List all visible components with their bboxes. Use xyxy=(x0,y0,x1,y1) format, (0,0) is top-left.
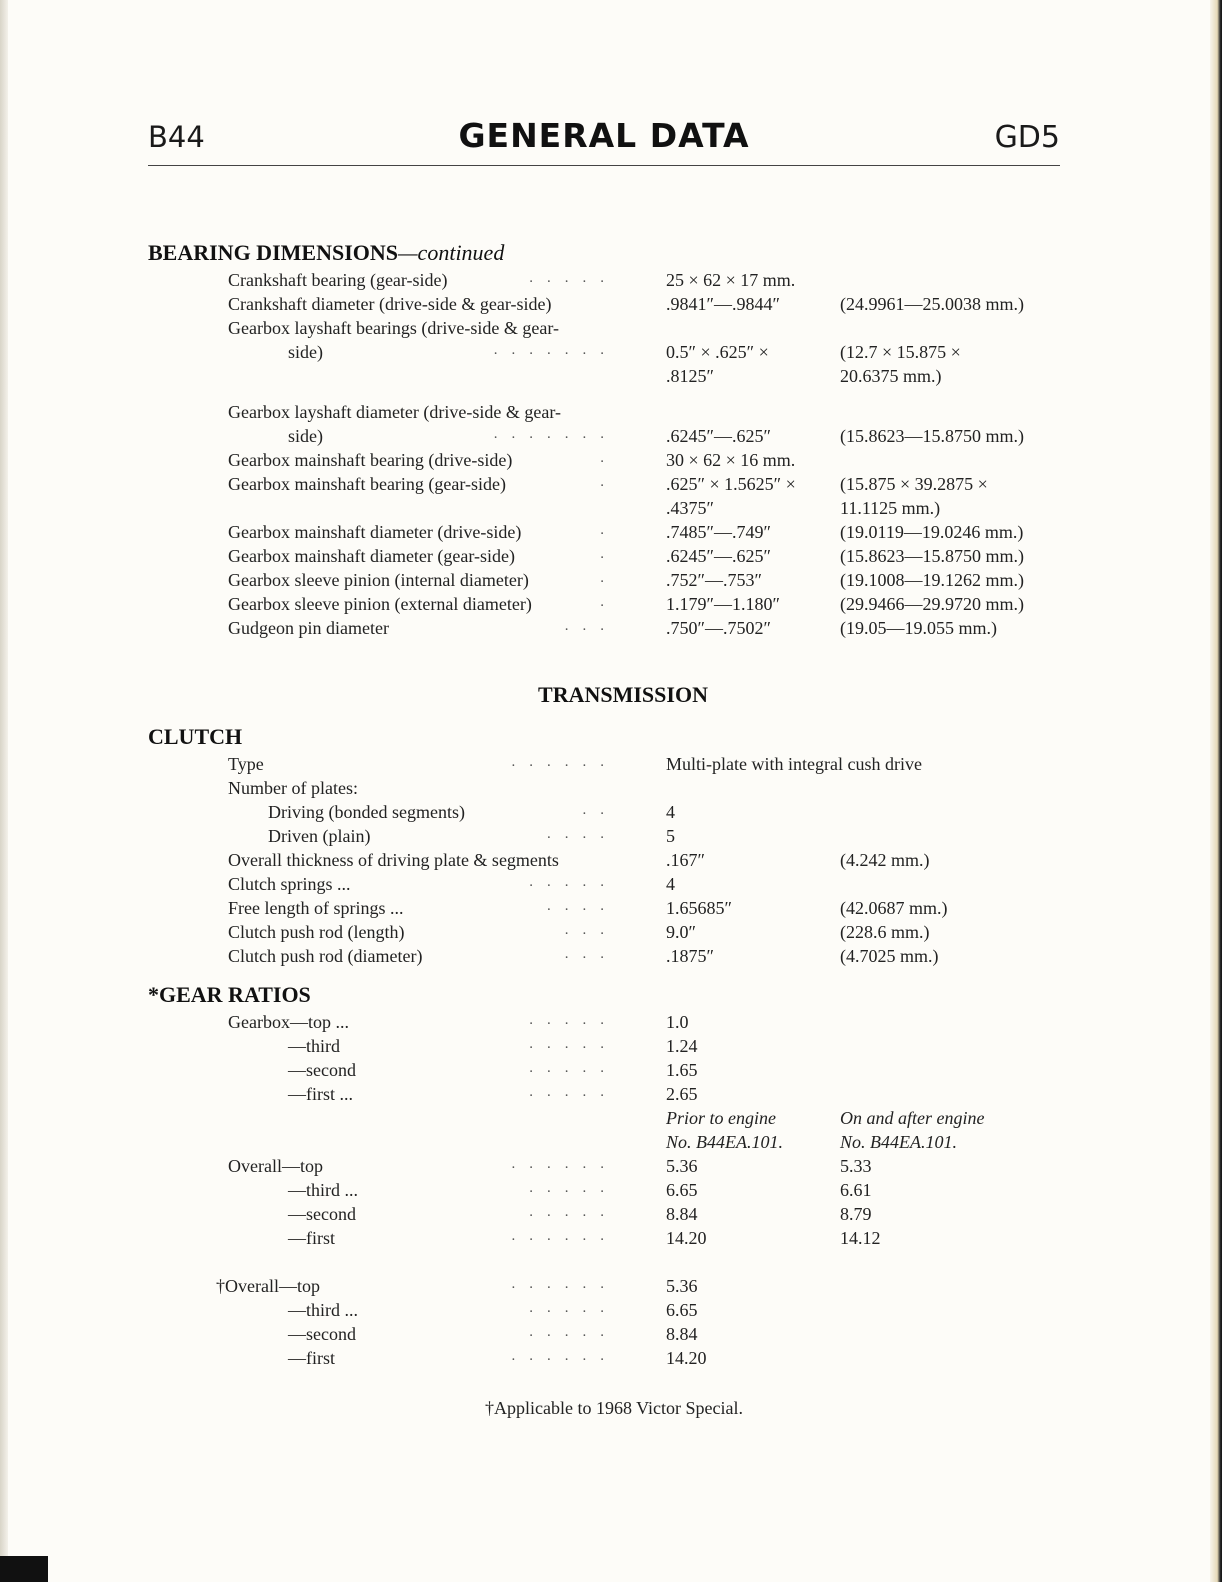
page-header xyxy=(148,114,1060,160)
spec-value-imperial: 0.5″ × .625″ × xyxy=(666,342,769,362)
ratio-value-prior: 8.84 xyxy=(666,1204,698,1224)
ratio-label: —first xyxy=(288,1228,335,1248)
ratio-row: ...... —first 14.20 xyxy=(148,1346,1060,1370)
spec-value-imperial: 1.179″—1.180″ xyxy=(666,594,780,614)
spec-row xyxy=(148,292,1060,316)
ratio-label: †Overall—top xyxy=(216,1276,320,1296)
spec-label: Clutch push rod (diameter) xyxy=(228,946,423,966)
spec-row: ....... side) 0.5″ × .625″ × (12.7 × 15.875 × xyxy=(148,340,1060,364)
ratio-label: —third ... xyxy=(288,1180,358,1200)
spec-row xyxy=(148,364,1060,388)
ratio-value: 6.65 xyxy=(666,1300,698,1320)
spec-label: Number of plates: xyxy=(228,778,358,798)
ratio-row: ..... —second 1.65 xyxy=(148,1058,1060,1082)
spec-row: .. Driving (bonded segments) 4 xyxy=(268,802,675,822)
ratio-row: ..... Gearbox—top ... 1.0 xyxy=(228,1012,689,1032)
spec-row: . Gearbox mainshaft bearing (drive-side) 30 × 62 × 16 mm. xyxy=(228,450,796,470)
ratio-label: —third ... xyxy=(288,1300,358,1320)
spec-value-metric: (12.7 × 15.875 × xyxy=(840,342,961,362)
spec-value-imperial: Multi-plate with integral cush drive xyxy=(666,754,922,774)
ratio-value-after: 14.12 xyxy=(840,1228,881,1248)
spec-label: Clutch springs ... xyxy=(228,874,351,894)
scan-corner-mark xyxy=(0,1556,48,1582)
footnote: †Applicable to 1968 Victor Special. xyxy=(484,1398,744,1418)
spec-row xyxy=(148,316,1060,340)
ratio-label: Overall—top xyxy=(228,1156,323,1176)
spec-value-imperial: .6245″—.625″ xyxy=(666,426,771,446)
clutch-heading: CLUTCH xyxy=(148,724,243,749)
model-code: B44 xyxy=(148,120,205,154)
spec-value-imperial: .752″—.753″ xyxy=(666,570,762,590)
ratio-row: ..... —second 8.84 8.79 xyxy=(148,1202,1060,1226)
spec-label: Crankshaft diameter (drive-side & gear-side) xyxy=(228,294,552,314)
spec-label: Crankshaft bearing (gear-side) xyxy=(228,270,448,290)
bearing-dimensions-heading xyxy=(148,238,1060,268)
spec-label: Clutch push rod (length) xyxy=(228,922,405,942)
spec-value-imperial: 4 xyxy=(666,802,675,822)
column-head-prior-engine-no: No. B44EA.101. xyxy=(666,1132,783,1152)
spec-label: Gearbox mainshaft diameter (gear-side) xyxy=(228,546,516,566)
spec-label: Driven (plain) xyxy=(268,826,371,846)
spec-label: Overall thickness of driving plate & segments xyxy=(228,850,559,870)
page-edge-right xyxy=(1210,0,1222,1582)
ratio-label: —third xyxy=(288,1036,340,1056)
ratio-value: 8.84 xyxy=(666,1324,698,1344)
ratio-label: —second xyxy=(288,1060,356,1080)
ratio-row: ..... —first ... 2.65 xyxy=(148,1082,1060,1106)
spec-row: . Gearbox sleeve pinion (external diameter) 1.179″—1.180″ (29.9466—29.9720 mm.) xyxy=(228,594,1024,614)
spec-value-metric: (15.8623—15.8750 mm.) xyxy=(840,546,1024,566)
spec-row xyxy=(148,848,1060,872)
ratio-value: 5.36 xyxy=(666,1276,698,1296)
spec-value-imperial: .4375″ xyxy=(666,498,714,518)
spec-value-imperial: .6245″—.625″ xyxy=(666,546,771,566)
spec-value-imperial: .7485″—.749″ xyxy=(666,522,771,542)
ratio-label: —first xyxy=(288,1348,335,1368)
spec-row: . Gearbox mainshaft diameter (drive-side) .7485″—.749″ (19.0119—19.0246 mm.) xyxy=(228,522,1024,542)
ratio-label: —second xyxy=(288,1324,356,1344)
ratio-value-after: 6.61 xyxy=(840,1180,872,1200)
gear-ratios-heading: *GEAR RATIOS xyxy=(148,982,311,1007)
spec-row: ..... Clutch springs ... 4 xyxy=(228,874,675,894)
spec-row: ... Clutch push rod (length) 9.0″ (228.6 mm.) xyxy=(228,922,930,942)
spec-value-imperial: .625″ × 1.5625″ × xyxy=(666,474,796,494)
ratio-row: ...... †Overall—top 5.36 xyxy=(216,1276,698,1296)
column-head-prior: Prior to engine xyxy=(666,1108,776,1128)
section-code: GD5 xyxy=(994,120,1060,155)
spec-row: .... Driven (plain) 5 xyxy=(268,826,675,846)
column-head-row xyxy=(148,1106,1060,1130)
spec-label: Gearbox sleeve pinion (internal diameter) xyxy=(228,570,529,590)
ratio-row: ..... —third ... 6.65 6.61 xyxy=(148,1178,1060,1202)
spec-row: . Gearbox mainshaft bearing (gear-side) .625″ × 1.5625″ × (15.875 × 39.2875 × xyxy=(228,474,988,494)
spec-label: Gearbox layshaft bearings (drive-side & gear- xyxy=(228,318,560,338)
transmission-heading: TRANSMISSION xyxy=(538,682,708,707)
spec-value-imperial: .8125″ xyxy=(666,366,714,386)
spec-value-metric: (19.1008—19.1262 mm.) xyxy=(840,570,1024,590)
column-head-row xyxy=(148,1130,1060,1154)
ratio-row: ...... Overall—top 5.36 5.33 xyxy=(228,1156,872,1176)
ratio-value-after: 5.33 xyxy=(840,1156,872,1176)
spec-row: .... Free length of springs ... 1.65685″ (42.0687 mm.) xyxy=(228,898,948,918)
ratio-value-prior: 14.20 xyxy=(666,1228,707,1248)
header-rule xyxy=(148,165,1060,166)
spec-row: ... Gudgeon pin diameter .750″—.7502″ (19.05—19.055 mm.) xyxy=(228,618,997,638)
spec-label: Driving (bonded segments) xyxy=(268,802,465,822)
spec-value-imperial: 30 × 62 × 16 mm. xyxy=(666,450,796,470)
spec-row: . Gearbox mainshaft diameter (gear-side) .6245″—.625″ (15.8623—15.8750 mm.) xyxy=(228,546,1024,566)
spec-row: ....... side) .6245″—.625″ (15.8623—15.8750 mm.) xyxy=(148,424,1060,448)
spec-label: Gearbox mainshaft bearing (gear-side) xyxy=(228,474,507,494)
spec-value-imperial: .167″ xyxy=(666,850,705,870)
ratio-row: ..... —second 8.84 xyxy=(148,1322,1060,1346)
spec-row xyxy=(148,776,1060,800)
ratio-value: 1.24 xyxy=(666,1036,698,1056)
spec-label: Gudgeon pin diameter xyxy=(228,618,389,638)
spec-label: Free length of springs ... xyxy=(228,898,404,918)
ratio-value-after: 8.79 xyxy=(840,1204,872,1224)
spec-value-imperial: 5 xyxy=(666,826,675,846)
spec-value-metric: (4.242 mm.) xyxy=(840,850,930,870)
page-edge-left xyxy=(0,0,8,1582)
spec-value-metric: 20.6375 mm.) xyxy=(840,366,942,386)
spec-value-metric: (29.9466—29.9720 mm.) xyxy=(840,594,1024,614)
spec-row xyxy=(148,400,1060,424)
spec-value-imperial: 1.65685″ xyxy=(666,898,732,918)
spec-value-imperial: .1875″ xyxy=(666,946,714,966)
ratio-value: 1.0 xyxy=(666,1012,689,1032)
ratio-value: 1.65 xyxy=(666,1060,698,1080)
spec-label: Gearbox mainshaft diameter (drive-side) xyxy=(228,522,522,542)
spec-value-imperial: 25 × 62 × 17 mm. xyxy=(666,270,796,290)
spec-value-metric: (4.7025 mm.) xyxy=(840,946,939,966)
spec-value-metric: (15.8623—15.8750 mm.) xyxy=(840,426,1024,446)
ratio-row: ..... —third 1.24 xyxy=(148,1034,1060,1058)
ratio-label: —second xyxy=(288,1204,356,1224)
spec-label: side) xyxy=(288,426,323,446)
spec-label: Gearbox sleeve pinion (external diameter) xyxy=(228,594,532,614)
spec-value-metric: (42.0687 mm.) xyxy=(840,898,948,918)
spec-value-metric: (228.6 mm.) xyxy=(840,922,930,942)
spec-value-metric: (19.05—19.055 mm.) xyxy=(840,618,997,638)
spec-row: ..... Crankshaft bearing (gear-side) 25 × 62 × 17 mm. xyxy=(228,270,796,290)
spec-value-metric: (24.9961—25.0038 mm.) xyxy=(840,294,1024,314)
spec-label: Gearbox layshaft diameter (drive-side & gear- xyxy=(228,402,561,422)
ratio-value: 2.65 xyxy=(666,1084,698,1104)
ratio-row: ...... —first 14.20 14.12 xyxy=(148,1226,1060,1250)
spec-row xyxy=(148,496,1060,520)
spec-label: Gearbox mainshaft bearing (drive-side) xyxy=(228,450,513,470)
spec-value-imperial: 9.0″ xyxy=(666,922,696,942)
spec-row: . Gearbox sleeve pinion (internal diameter) .752″—.753″ (19.1008—19.1262 mm.) xyxy=(228,570,1024,590)
spec-value-imperial: .750″—.7502″ xyxy=(666,618,771,638)
ratio-value: 14.20 xyxy=(666,1348,707,1368)
spec-label: side) xyxy=(288,342,323,362)
spec-row: ...... Type Multi-plate with integral cush drive xyxy=(228,754,922,774)
column-head-after-engine-no: No. B44EA.101. xyxy=(840,1132,957,1152)
spec-value-imperial: .9841″—.9844″ xyxy=(666,294,780,314)
spec-label: Type xyxy=(228,754,264,774)
continued-text: —continued xyxy=(398,240,505,265)
page-content xyxy=(148,238,1060,1422)
spec-value-metric: 11.1125 mm.) xyxy=(840,498,941,518)
ratio-row: ..... —third ... 6.65 xyxy=(148,1298,1060,1322)
column-head-after: On and after engine xyxy=(840,1108,985,1128)
heading-text: BEARING DIMENSIONS xyxy=(148,240,398,265)
spec-value-metric: (15.875 × 39.2875 × xyxy=(840,474,988,494)
page-title: GENERAL DATA xyxy=(458,116,750,155)
spec-row: ... Clutch push rod (diameter) .1875″ (4.7025 mm.) xyxy=(228,946,939,966)
spec-value-metric: (19.0119—19.0246 mm.) xyxy=(840,522,1024,542)
spec-value-imperial: 4 xyxy=(666,874,675,894)
ratio-value-prior: 6.65 xyxy=(666,1180,698,1200)
ratio-value-prior: 5.36 xyxy=(666,1156,698,1176)
ratio-label: Gearbox—top ... xyxy=(228,1012,349,1032)
ratio-label: —first ... xyxy=(288,1084,353,1104)
